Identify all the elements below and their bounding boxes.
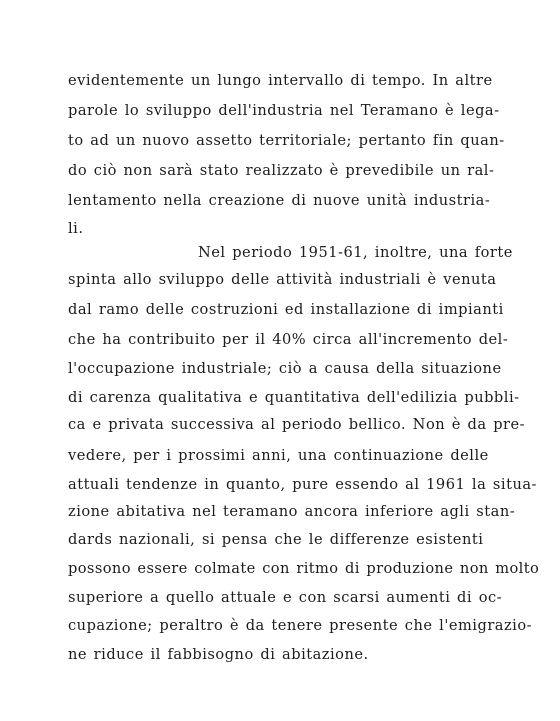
- text-line: dards nazionali, si pensa che le differenze esistenti: [68, 531, 484, 548]
- text-line: zione abitativa nel teramano ancora inferiore agli stan-: [68, 503, 516, 520]
- text-line: lentamento nella creazione di nuove unità industria-: [68, 192, 491, 209]
- text-line: ca e privata successiva al periodo bellico. Non è da pre-: [68, 416, 526, 433]
- text-line: vedere, per i prossimi anni, una continuazione delle: [68, 447, 489, 464]
- text-line: to ad un nuovo assetto territoriale; pertanto fin quan-: [68, 132, 505, 149]
- text-line: cupazione; peraltro è da tenere presente che l'emigrazio-: [68, 617, 533, 634]
- text-line: Nel periodo 1951-61, inoltre, una forte: [198, 244, 513, 261]
- text-line: di carenza qualitativa e quantitativa dell'edilizia pubbli-: [68, 389, 520, 406]
- text-line: attuali tendenze in quanto, pure essendo al 1961 la situa-: [68, 476, 537, 493]
- text-line: spinta allo sviluppo delle attività industriali è venuta: [68, 271, 497, 288]
- text-line: parole lo sviluppo dell'industria nel Teramano è lega-: [68, 102, 500, 119]
- text-line: do ciò non sarà stato realizzato è prevedibile un ral-: [68, 162, 495, 179]
- text-line: evidentemente un lungo intervallo di tempo. In altre: [68, 72, 493, 89]
- text-line: che ha contribuito per il 40% circa all'incremento del-: [68, 331, 509, 348]
- text-line: l'occupazione industriale; ciò a causa della situazione: [68, 360, 502, 377]
- text-line: possono essere colmate con ritmo di produzione non molto: [68, 560, 540, 577]
- text-line: ne riduce il fabbisogno di abitazione.: [68, 646, 369, 663]
- text-line: superiore a quello attuale e con scarsi aumenti di oc-: [68, 589, 503, 606]
- text-line: dal ramo delle costruzioni ed installazione di impianti: [68, 301, 504, 318]
- text-line: li.: [68, 220, 84, 237]
